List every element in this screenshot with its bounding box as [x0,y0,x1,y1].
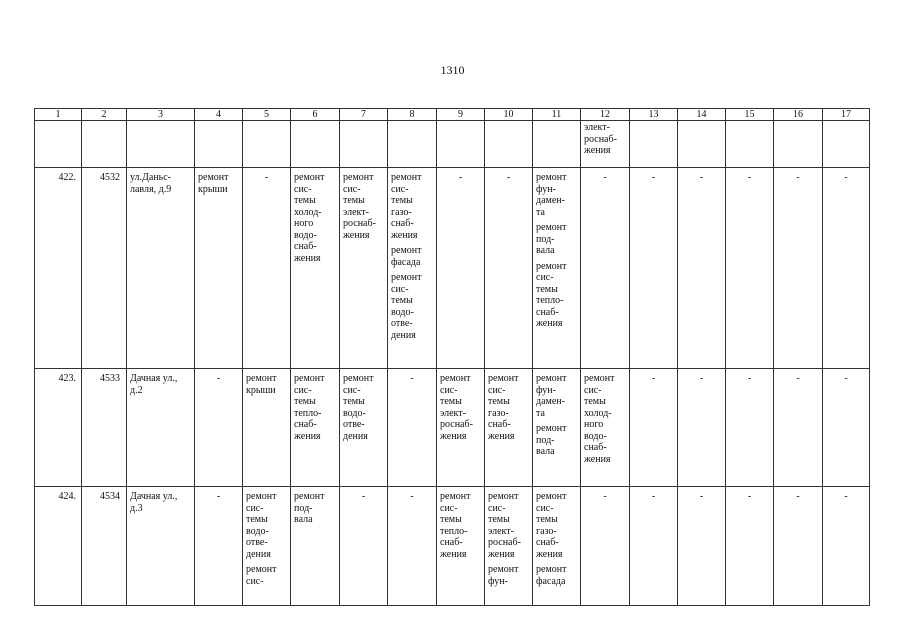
work-cell-col-10 [485,487,533,606]
column-number-header: 11 [533,109,581,121]
address [127,487,195,606]
column-number-header: 3 [127,109,195,121]
work-item: ремонт крыши [246,373,277,396]
carryover-cell [678,121,726,168]
carryover-cell [82,121,127,168]
work-cell-col-11 [533,487,581,606]
empty-dash: - [796,172,800,183]
empty-dash: - [603,491,607,502]
work-cell-col-9 [437,369,485,487]
table-row [35,168,870,369]
column-number-header: 6 [291,109,340,121]
empty-dash: - [603,172,607,183]
column-number-header: 13 [630,109,678,121]
carryover-cell [243,121,291,168]
empty-dash: - [651,373,656,384]
work-cell-col-8 [388,168,437,369]
work-cell-col-4 [195,168,243,369]
work-item: ремонт сис- темы элект- роснаб- жения [488,491,521,560]
empty-dash: - [651,172,656,183]
work-cell-col-7 [340,168,388,369]
work-cell-col-13 [630,168,678,369]
carryover-cell [774,121,823,168]
work-item: ремонт сис- темы тепло- снаб- жения [294,373,325,442]
carryover-cell [195,121,243,168]
work-item: ремонт фун- [488,564,519,587]
work-item: ремонт фун- дамен- та [536,373,567,419]
empty-dash: - [264,172,269,183]
empty-dash: - [506,172,511,183]
table-row [35,369,870,487]
column-number-header: 4 [195,109,243,121]
work-item: ремонт фасада [536,564,567,587]
house-code: 4533 [82,369,127,487]
work-cell-col-10 [485,168,533,369]
cell-text: элект- роснаб- жения [584,122,617,156]
work-cell-col-9 [437,168,485,369]
carryover-cell [823,121,870,168]
work-item: ремонт сис- темы газо- снаб- жения [488,373,519,442]
empty-dash: - [699,491,704,502]
work-item: ремонт под- вала [536,423,567,457]
work-cell-col-16 [774,168,823,369]
work-cell-col-14 [678,369,726,487]
work-item: ремонт под- вала [536,222,567,256]
empty-dash: - [699,172,704,183]
row-number: 422. [35,168,82,369]
work-item: ремонт фасада [391,245,422,268]
header-row [35,109,870,121]
work-cell-col-11 [533,168,581,369]
work-cell-col-17 [823,487,870,606]
carryover-cell [726,121,774,168]
empty-dash: - [216,491,221,502]
carryover-cell [485,121,533,168]
column-number-header: 9 [437,109,485,121]
empty-dash: - [844,491,848,502]
empty-dash: - [699,373,704,384]
work-cell-col-14 [678,487,726,606]
work-cell-col-7 [340,487,388,606]
empty-dash: - [844,373,848,384]
carryover-cell [291,121,340,168]
work-item: ремонт сис- темы элект- роснаб- жения [343,172,376,241]
house-code: 4532 [82,168,127,369]
column-number-header: 10 [485,109,533,121]
work-cell-col-17 [823,369,870,487]
work-item: ремонт сис- [246,564,277,587]
work-item: ремонт сис- темы тепло- снаб- жения [440,491,471,560]
work-cell-col-10 [485,369,533,487]
empty-dash: - [747,373,752,384]
empty-dash: - [410,373,414,384]
empty-dash: - [651,491,656,502]
cell-text: Дачная ул., д.3 [130,491,178,514]
carryover-cell [340,121,388,168]
work-item: ремонт сис- темы элект- роснаб- жения [440,373,473,442]
work-cell-col-16 [774,487,823,606]
empty-dash: - [796,373,800,384]
empty-dash: - [216,373,221,384]
work-item: ремонт сис- темы водо- отве- дения [343,373,374,442]
work-cell-col-5 [243,369,291,487]
empty-dash: - [410,491,414,502]
carryover-cell [581,121,630,168]
column-number-header: 8 [388,109,437,121]
column-number-header: 17 [823,109,870,121]
work-cell-col-6 [291,168,340,369]
column-number-header: 12 [581,109,630,121]
work-cell-col-6 [291,487,340,606]
empty-dash: - [747,491,752,502]
column-number-header: 1 [35,109,82,121]
page-number: 1310 [440,63,465,77]
work-item: ремонт фун- дамен- та [536,172,567,218]
address [127,168,195,369]
work-cell-col-4 [195,369,243,487]
column-number-header: 5 [243,109,291,121]
repair-schedule-table [34,108,870,606]
carryover-cell [533,121,581,168]
empty-dash: - [361,491,366,502]
work-cell-col-12 [581,369,630,487]
work-cell-col-13 [630,369,678,487]
carryover-cell [630,121,678,168]
cell-text: ул.Даньс- лавля, д.9 [130,172,172,195]
column-number-header: 2 [82,109,127,121]
empty-dash: - [747,172,752,183]
work-cell-col-15 [726,487,774,606]
house-code: 4534 [82,487,127,606]
work-cell-col-7 [340,369,388,487]
column-number-header: 7 [340,109,388,121]
work-cell-col-9 [437,487,485,606]
work-item: ремонт крыши [198,172,229,195]
column-number-header: 15 [726,109,774,121]
empty-dash: - [796,491,800,502]
work-item: ремонт сис- темы тепло- снаб- жения [536,260,567,329]
work-item: ремонт сис- темы холод- ного водо- снаб- жения [584,373,615,465]
empty-dash: - [844,172,848,183]
column-number-header: 14 [678,109,726,121]
row-number: 424. [35,487,82,606]
work-item: ремонт сис- темы холод- ного водо- снаб- жения [294,172,325,264]
work-cell-col-17 [823,168,870,369]
empty-dash: - [458,172,463,183]
work-item: ремонт сис- темы газо- снаб- жения [536,491,567,560]
work-item: ремонт сис- темы водо- отве- дения [391,272,422,341]
carryover-cell [388,121,437,168]
cell-text: Дачная ул., д.2 [130,373,178,396]
work-cell-col-6 [291,369,340,487]
work-cell-col-12 [581,487,630,606]
work-cell-col-11 [533,369,581,487]
work-cell-col-5 [243,168,291,369]
work-cell-col-8 [388,487,437,606]
work-cell-col-16 [774,369,823,487]
work-cell-col-13 [630,487,678,606]
carryover-cell [127,121,195,168]
work-cell-col-15 [726,168,774,369]
work-cell-col-5 [243,487,291,606]
work-cell-col-14 [678,168,726,369]
work-cell-col-4 [195,487,243,606]
work-cell-col-8 [388,369,437,487]
work-cell-col-15 [726,369,774,487]
work-item: ремонт сис- темы водо- отве- дения [246,491,277,560]
row-number: 423. [35,369,82,487]
carryover-cell [35,121,82,168]
address [127,369,195,487]
carryover-row [35,121,870,168]
table-row [35,487,870,606]
work-item: ремонт сис- темы газо- снаб- жения [391,172,422,241]
carryover-cell [437,121,485,168]
work-cell-col-12 [581,168,630,369]
column-number-header: 16 [774,109,823,121]
work-item: ремонт под- вала [294,491,325,525]
